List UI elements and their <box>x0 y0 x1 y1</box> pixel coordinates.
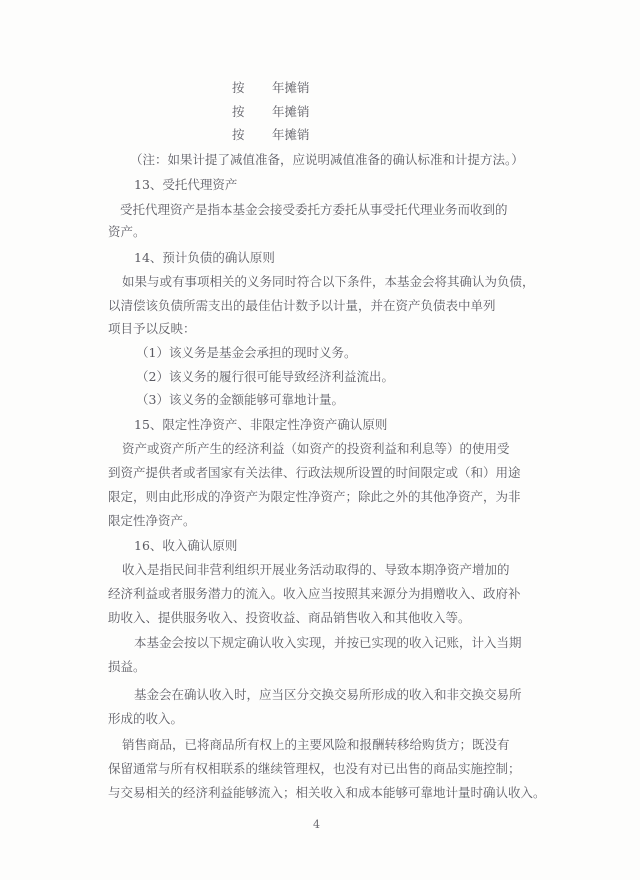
amortization-row <box>232 127 310 143</box>
amortization-suffix: 年摊销 <box>272 127 310 142</box>
amortization-row <box>232 80 310 96</box>
amortization-suffix: 年摊销 <box>272 80 310 95</box>
paragraph-line: 本基金会按以下规定确认收入实现，并按已实现的收入记账，计入当期 <box>134 635 522 650</box>
amortization-prefix: 按 <box>232 127 245 142</box>
paragraph-line: 资产或资产所产生的经济利益（如资产的投资利益和利息等）的使用受 <box>122 441 510 456</box>
section-heading-16: 16、收入确认原则 <box>134 538 238 553</box>
paragraph-line: 资产。 <box>108 224 146 239</box>
paragraph-line: 销售商品，已将商品所有权上的主要风险和报酬转移给购货方；既没有 <box>122 737 510 752</box>
amortization-prefix: 按 <box>232 80 245 95</box>
page-number: 4 <box>313 818 320 831</box>
paragraph-line: 损益。 <box>108 659 146 674</box>
list-item: （2）该义务的履行很可能导致经济利益流出。 <box>136 369 394 384</box>
paragraph-line: 项目予以反映： <box>108 321 196 336</box>
amortization-suffix: 年摊销 <box>272 104 310 119</box>
list-item: （3）该义务的金额能够可靠地计量。 <box>136 392 344 407</box>
paragraph-line: 收入是指民间非营利组织开展业务活动取得的、导致本期净资产增加的 <box>122 562 510 577</box>
section-heading-13: 13、受托代理资产 <box>134 177 238 192</box>
paragraph-line: 受托代理资产是指本基金会接受委托方委托从事受托代理业务而收到的 <box>120 202 508 217</box>
paragraph-line: 到资产提供者或者国家有关法律、行政法规所设置的时间限定或（和）用途 <box>108 465 521 480</box>
paragraph-line: 助收入、提供服务收入、投资收益、商品销售收入和其他收入等。 <box>108 610 471 625</box>
section-heading-15: 15、限定性净资产、非限定性净资产确认原则 <box>134 417 388 432</box>
section-heading-14: 14、预计负债的确认原则 <box>134 250 275 265</box>
paragraph-line: 以清偿该负债所需支出的最佳估计数予以计量，并在资产负债表中单列 <box>108 298 496 313</box>
paragraph-line: 形成的收入。 <box>108 711 184 726</box>
paragraph-line: 限定性净资产。 <box>108 513 196 528</box>
paragraph-line: 与交易相关的经济利益能够流入；相关收入和成本能够可靠地计量时确认收入。 <box>108 785 546 800</box>
amortization-row <box>232 104 310 120</box>
amortization-prefix: 按 <box>232 104 245 119</box>
paragraph-line: 经济利益或者服务潜力的流入。收入应当按照其来源分为捐赠收入、政府补 <box>108 586 521 601</box>
paragraph-line: 保留通常与所有权相联系的继续管理权，也没有对已出售的商品实施控制； <box>108 761 521 776</box>
paragraph-line: 基金会在确认收入时，应当区分交换交易所形成的收入和非交换交易所 <box>134 687 522 702</box>
impairment-note: （注：如果计提了减值准备，应说明减值准备的确认标准和计提方法。） <box>130 152 524 167</box>
paragraph-line: 限定，则由此形成的净资产为限定性净资产；除此之外的其他净资产，为非 <box>108 489 521 504</box>
paragraph-line: 如果与或有事项相关的义务同时符合以下条件，本基金会将其确认为负债， <box>122 274 535 289</box>
list-item: （1）该义务是基金会承担的现时义务。 <box>136 345 357 360</box>
